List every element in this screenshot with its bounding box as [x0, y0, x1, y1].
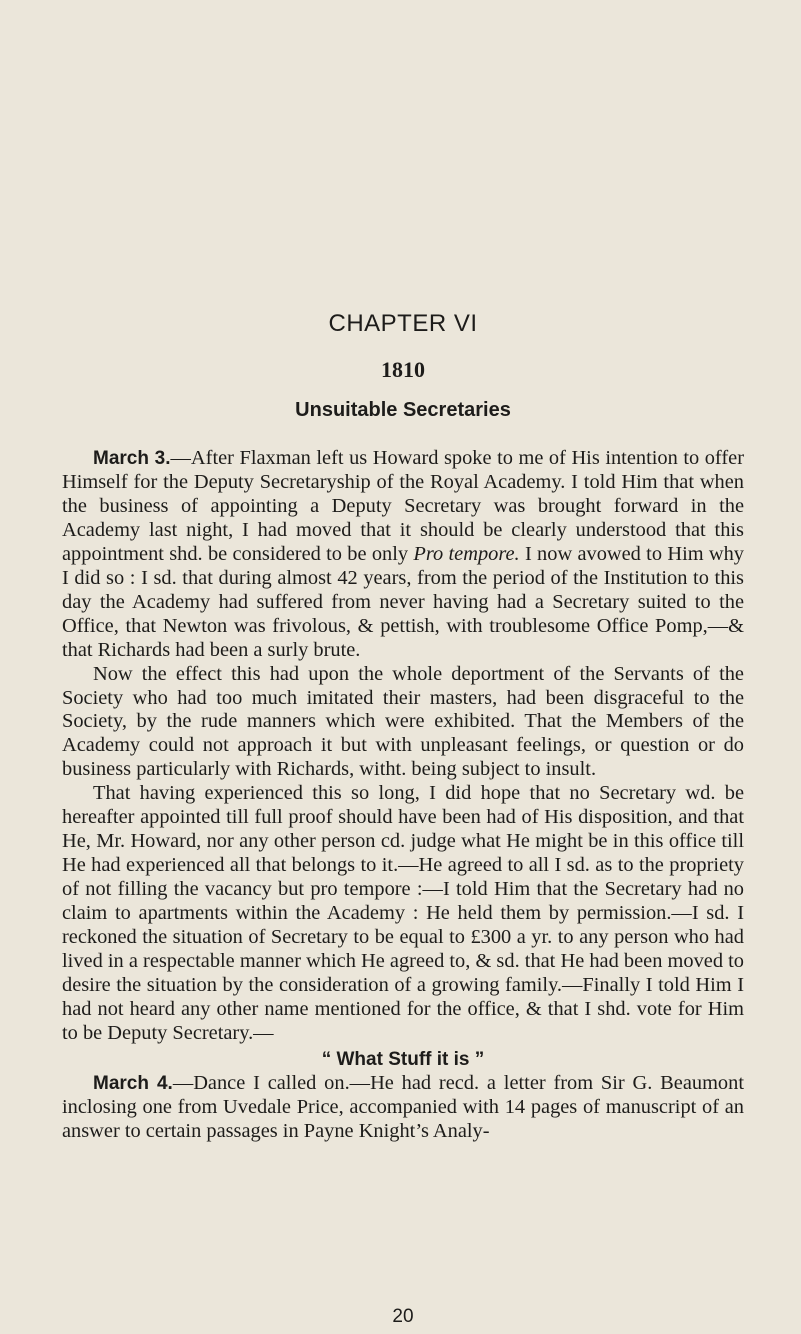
- entry-text-continued: I now avowed to Him why I did so : I sd. that during almost 42 years, from the period of the Institution to this day the Academy had suffered from never having had a Secretary suited to the Office, that Newton was frivolous, & pettish, with troublesome Office Pomp,—& that Richards had been a surly brute.: [62, 542, 745, 661]
- page-number: 20: [392, 1306, 414, 1327]
- entry-text: —Dance I called on.—He had recd. a letter from Sir G. Beaumont inclosing one from Uvedale Price, accompanied with 14 pages of manuscript of an answer to certain passages in Payne Knight’s Analy-: [62, 1071, 744, 1142]
- paragraph: Now the effect this had upon the whole deportment of the Servants of the Society who had too much imitated their masters, had been disgraceful to the Society, by the rude manners which were exhibited. That the Members of the Academy could not approach it but with unpleasant feelings, or question or do business particularly with Richards, witht. being subject to insult.: [62, 662, 744, 781]
- italic-term: Pro tempore.: [413, 542, 520, 565]
- subheading: “ What Stuff it is ”: [321, 1048, 485, 1070]
- entry-date: March 4.: [93, 1072, 173, 1094]
- entry-paragraph: [62, 447, 744, 663]
- book-page: [62, 0, 744, 1334]
- entry-date: March 3.: [93, 448, 171, 469]
- section-title: Unsuitable Secretaries: [295, 399, 511, 421]
- paragraph: That having experienced this so long, I did hope that no Secretary wd. be hereafter appointed till full proof should have been had of His disposition, and that He, Mr. Howard, nor any other person cd. judge what He might be in this office till He had experienced all that belongs to it.—He agreed to all I sd. as to the propriety of not filling the vacancy but pro tempore :—I told Him that the Secretary had no claim to apartments within the Academy : He held them by permission.—I sd. I reckoned the situation of Secretary to be equal to £300 a yr. to any person who had lived in a respectable manner which He agreed to, & sd. that He had been moved to desire the situation by the consideration of a growing family.—Finally I told Him I had not heard any other name mentioned for the office, & that I shd. vote for Him to be Deputy Secretary.—: [62, 782, 744, 1044]
- entry-text: —After Flaxman left us Howard spoke to me of His intention to offer Himself for the Deputy Secretaryship of the Royal Academy. I told Him that when the business of appointing a Deputy Secretary was brought forward in the Academy last night, I had moved that it should be clearly understood that this appointment shd. be considered to be only: [62, 447, 744, 565]
- chapter-title: CHAPTER VI: [328, 310, 478, 337]
- entry-paragraph: [62, 1072, 744, 1144]
- chapter-year: 1810: [381, 357, 425, 382]
- body-text: [62, 447, 744, 1144]
